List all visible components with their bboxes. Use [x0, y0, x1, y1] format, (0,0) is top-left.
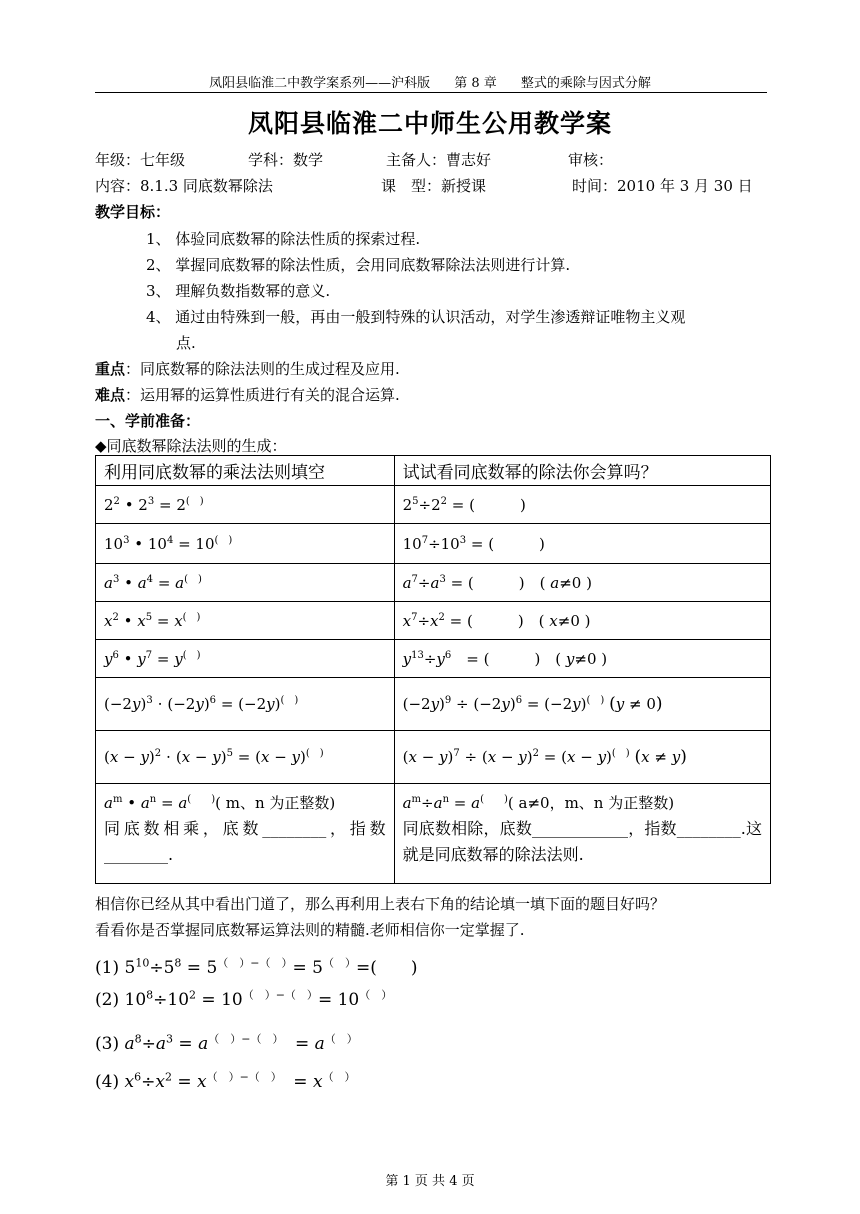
- objective-1: 1、 体验同底数幂的除法性质的探索过程.: [146, 230, 421, 248]
- mult-cell: $2^2$ • $2^3 = 2^{( )}$: [96, 486, 395, 524]
- key-point-text: ：同底数幂的除法法则的生成过程及应用.: [125, 360, 400, 378]
- table-row: [96, 602, 771, 640]
- objective-3: 3、 理解负数指数幂的意义.: [146, 282, 331, 300]
- mult-cell: $x^2$ • $x^5 = x^{( )}$: [96, 602, 395, 640]
- difficulty: [95, 384, 400, 405]
- mult-cell: $(-2y)^3 \cdot (-2y)^6 = (-2y)^{( )}$: [96, 678, 395, 731]
- page-title: 凤阳县临淮二中师生公用教学案: [247, 109, 612, 138]
- table-row: [96, 486, 771, 524]
- exercise-number: (2): [95, 990, 120, 1010]
- div-summary-text: 同底数相除，底数____________，指数________.这就是同底数幂的除法法则.: [402, 819, 762, 864]
- mult-cell: $a^3$ • $a^4 = a^{( )}$: [96, 564, 395, 602]
- mult-cell: $(x - y)^2 \cdot (x - y)^5 = (x - y)^{( )}$: [96, 731, 395, 784]
- table-row: [96, 784, 771, 884]
- table-row: [96, 564, 771, 602]
- div-cell: $(-2y)^9 \div (-2y)^6 = (-2y)^{( )}$ (y ≠ 0): [394, 678, 770, 731]
- div-cell: $a^7\div a^3$ = ( ) ( a≠0 ): [394, 564, 770, 602]
- table-row: [96, 524, 771, 564]
- objective-4-cont: 点.: [176, 334, 196, 352]
- div-condition: a≠0，m、n 为正整数): [518, 794, 675, 812]
- mult-condition: m、n 为正整数): [225, 794, 336, 812]
- info-author: 主备人：曹志好: [386, 151, 492, 169]
- page-footer: 第 1 页 共 4 页: [385, 1174, 475, 1189]
- header-chapter: 第 8 章: [454, 76, 497, 91]
- section-heading: 一、学前准备：: [95, 412, 201, 430]
- header-series: 凤阳县临淮二中教学案系列——沪科版: [209, 76, 431, 91]
- info-grade: 年级：七年级: [95, 151, 186, 169]
- exercise-3: (3) $a^8\div a^3 = a^{( )-( )}$ = a（ ）: [95, 1032, 358, 1054]
- mult-summary-text: 同底数相乘，底数________，指数________.: [104, 819, 386, 864]
- difficulty-label: 难点: [95, 386, 126, 404]
- page-header: [0, 72, 860, 91]
- exercise-number: (4): [95, 1072, 120, 1092]
- paragraph-line-2: 看看你是否掌握同底数幂运算法则的精髓.老师相信你一定掌握了.: [95, 921, 525, 939]
- mult-cell: $10^3$ • $10^4 = 10^{( )}$: [96, 524, 395, 564]
- objective-4: 4、 通过由特殊到一般，再由一般到特殊的认识活动，对学生渗透辩证唯物主义观: [146, 308, 686, 326]
- div-cell: $10^7\div 10^3$ = ( ): [394, 524, 770, 564]
- col2-header: 试试看同底数幂的除法你会算吗？: [394, 456, 770, 486]
- header-rule: [95, 92, 767, 93]
- div-cell: $y^{13}\div y^6$ = ( ) ( y≠0 ): [394, 640, 770, 678]
- exercise-4: (4) $x^6\div x^2 = x^{( )-( )}$ = x（ ）: [95, 1070, 356, 1092]
- table-row: [96, 731, 771, 784]
- info-subject: 学科：数学: [248, 151, 324, 169]
- objective-2: 2、 掌握同底数幂的除法性质，会用同底数幂除法法则进行计算.: [146, 256, 571, 274]
- key-point-label: 重点: [95, 360, 126, 378]
- div-summary-cell: $a^m\div a^n = a^{( )}$( a≠0，m、n 为正整数) 同底数相除，底数____________，指数________.这就是同底数幂的除法法则.: [394, 784, 770, 884]
- info-content: 内容：8.1.3 同底数幂除法: [95, 177, 273, 195]
- col1-header: 利用同底数幂的乘法法则填空: [96, 456, 395, 486]
- key-point: [95, 358, 400, 379]
- info-type: 课 型：新授课: [381, 177, 487, 195]
- info-time: 时间：2010 年 3 月 30 日: [572, 177, 753, 195]
- exercise-1: (1) $5^{10}\div 5^8 = 5^{( )-( )}= 5^{( )}=$( ): [95, 956, 418, 978]
- div-cell: $x^7\div x^2$ = ( ) ( x≠0 ): [394, 602, 770, 640]
- exponent-table: [95, 455, 771, 884]
- mult-cell: $y^6$ • $y^7 = y^{( )}$: [96, 640, 395, 678]
- div-cell: $2^5\div 2^2$ = ( ): [394, 486, 770, 524]
- div-cell: $(x - y)^7 \div (x - y)^2 = (x - y)^{( )}$ (x ≠ y): [394, 731, 770, 784]
- table-row: [96, 640, 771, 678]
- exercise-number: (3): [95, 1034, 120, 1054]
- info-review: 审核：: [568, 151, 614, 169]
- paragraph-line-1: 相信你已经从其中看出门道了，那么再利用上表右下角的结论填一填下面的题目好吗？: [95, 895, 666, 913]
- mult-summary-cell: $a^m$ • $a^n = a^{( )}$( m、n 为正整数) 同底数相乘，底数________，指数________.: [96, 784, 395, 884]
- table-row: [96, 678, 771, 731]
- exercise-2: (2) $10^8\div 10^2 = 10^{( )-( )}= 10^{( )}$: [95, 988, 393, 1010]
- table-header-row: [96, 456, 771, 486]
- header-topic: 整式的乘除与因式分解: [520, 76, 651, 91]
- subsection-heading: ◆同底数幂除法法则的生成：: [95, 437, 287, 455]
- objectives-heading: 教学目标：: [95, 203, 171, 221]
- exercise-number: (1): [95, 958, 120, 978]
- difficulty-text: ：运用幂的运算性质进行有关的混合运算.: [125, 386, 400, 404]
